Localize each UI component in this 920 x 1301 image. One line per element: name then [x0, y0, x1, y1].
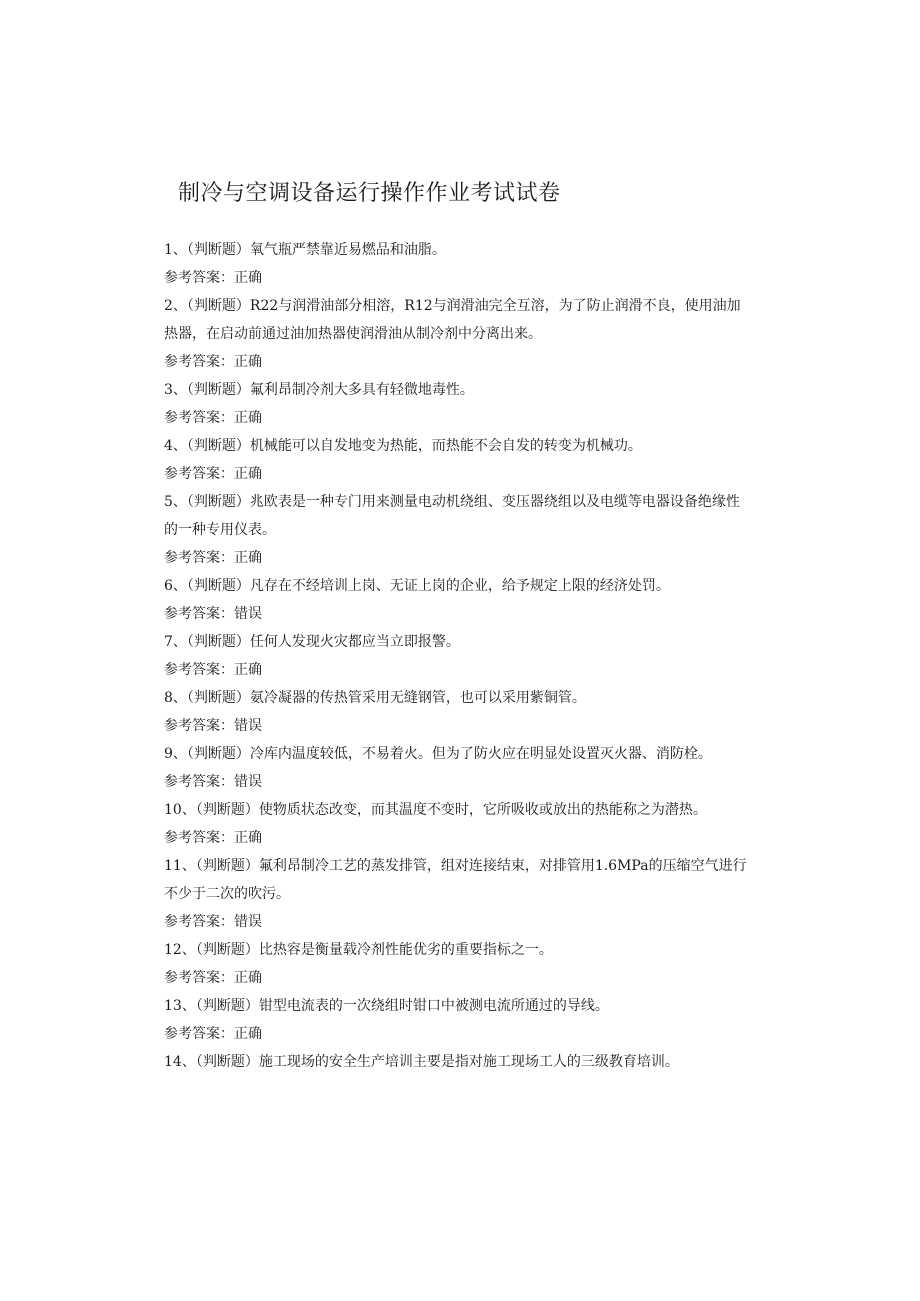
answer-label: 参考答案：	[164, 606, 234, 622]
answer-line	[164, 348, 749, 376]
answer-label: 参考答案：	[164, 1026, 234, 1042]
question-number: 4、	[164, 438, 187, 454]
answer-line	[164, 712, 749, 740]
document-title: 制冷与空调设备运行操作作业考试试卷	[178, 181, 561, 206]
answer-label: 参考答案：	[164, 550, 234, 566]
question-body: 冷库内温度较低，不易着火。但为了防火应在明显处设置灭火器、消防栓。	[249, 746, 712, 762]
question-type: （判断题）	[195, 1054, 259, 1070]
answer-line	[164, 544, 749, 572]
answer-value: 错误	[234, 774, 262, 790]
question-body: 氨冷凝器的传热管采用无缝钢管，也可以采用紫铜管。	[249, 690, 586, 706]
question-text	[164, 572, 749, 600]
answer-line	[164, 1020, 749, 1048]
question-item	[164, 740, 749, 796]
answer-value: 正确	[234, 354, 262, 370]
question-body: 氧气瓶严禁靠近易燃品和油脂。	[249, 242, 446, 258]
question-number: 2、	[164, 298, 187, 314]
question-number: 14、	[164, 1054, 196, 1070]
question-number: 8、	[164, 690, 187, 706]
question-text	[164, 936, 749, 964]
question-number: 9、	[164, 746, 187, 762]
question-type: （判断题）	[195, 858, 259, 874]
answer-label: 参考答案：	[164, 830, 234, 846]
question-number: 1、	[164, 242, 187, 258]
question-type: （判断题）	[186, 438, 250, 454]
question-number: 11、	[164, 858, 196, 874]
question-type: （判断题）	[195, 998, 259, 1014]
question-item	[164, 936, 749, 992]
answer-value: 正确	[234, 466, 262, 482]
question-type: （判断题）	[186, 578, 250, 594]
question-body: 氟利昂制冷剂大多具有轻微地毒性。	[249, 382, 474, 398]
question-number: 5、	[164, 494, 187, 510]
question-text	[164, 292, 749, 348]
question-body: 机械能可以自发地变为热能，而热能不会自发的转变为机械功。	[249, 438, 642, 454]
answer-value: 正确	[234, 410, 262, 426]
answer-label: 参考答案：	[164, 914, 234, 930]
answer-label: 参考答案：	[164, 466, 234, 482]
question-number: 7、	[164, 634, 187, 650]
answer-line	[164, 964, 749, 992]
answer-line	[164, 768, 749, 796]
answer-line	[164, 404, 749, 432]
answer-value: 正确	[234, 550, 262, 566]
answer-value: 正确	[234, 1026, 262, 1042]
question-item	[164, 488, 749, 572]
question-item	[164, 292, 749, 376]
question-text	[164, 628, 749, 656]
question-type: （判断题）	[186, 690, 250, 706]
question-item	[164, 376, 749, 432]
answer-line	[164, 600, 749, 628]
answer-line	[164, 656, 749, 684]
question-item	[164, 684, 749, 740]
question-type: （判断题）	[195, 942, 259, 958]
answer-label: 参考答案：	[164, 774, 234, 790]
question-text	[164, 992, 749, 1020]
answer-line	[164, 460, 749, 488]
question-body: 氟利昂制冷工艺的蒸发排管，组对连接结束，对排管用1.6MPa的压缩空气进行不少于二次的吹污。	[164, 858, 747, 902]
question-number: 6、	[164, 578, 187, 594]
question-number: 10、	[164, 802, 196, 818]
answer-label: 参考答案：	[164, 270, 234, 286]
question-item	[164, 236, 749, 292]
question-number: 12、	[164, 942, 196, 958]
answer-line	[164, 908, 749, 936]
answer-value: 错误	[234, 914, 262, 930]
answer-label: 参考答案：	[164, 354, 234, 370]
question-type: （判断题）	[186, 746, 250, 762]
question-item	[164, 852, 749, 936]
question-item	[164, 572, 749, 628]
answer-line	[164, 824, 749, 852]
question-type: （判断题）	[186, 634, 250, 650]
answer-value: 错误	[234, 606, 262, 622]
question-number: 13、	[164, 998, 196, 1014]
question-body: 钳型电流表的一次绕组时钳口中被测电流所通过的导线。	[258, 998, 609, 1014]
answer-value: 正确	[234, 662, 262, 678]
question-body: 任何人发现火灾都应当立即报警。	[249, 634, 460, 650]
question-text	[164, 236, 749, 264]
question-text	[164, 432, 749, 460]
question-number: 3、	[164, 382, 187, 398]
question-body: 兆欧表是一种专门用来测量电动机绕组、变压器绕组以及电缆等电器设备绝缘性的一种专用仪表。	[164, 494, 740, 538]
question-type: （判断题）	[195, 802, 259, 818]
answer-value: 错误	[234, 718, 262, 734]
question-text	[164, 376, 749, 404]
answer-label: 参考答案：	[164, 970, 234, 986]
question-body: 凡存在不经培训上岗、无证上岗的企业，给予规定上限的经济处罚。	[249, 578, 670, 594]
question-type: （判断题）	[186, 382, 250, 398]
question-item	[164, 992, 749, 1048]
question-item	[164, 796, 749, 852]
question-item	[164, 628, 749, 684]
question-body: 使物质状态改变，而其温度不变时，它所吸收或放出的热能称之为潜热。	[258, 802, 707, 818]
question-type: （判断题）	[186, 298, 250, 314]
question-text	[164, 684, 749, 712]
question-body: 比热容是衡量载冷剂性能优劣的重要指标之一。	[258, 942, 553, 958]
answer-value: 正确	[234, 970, 262, 986]
question-text	[164, 740, 749, 768]
answer-line	[164, 264, 749, 292]
question-body: R22与润滑油部分相溶，R12与润滑油完全互溶，为了防止润滑不良，使用油加热器，在启动前通过油加热器使润滑油从制冷剂中分离出来。	[164, 298, 741, 342]
question-item	[164, 432, 749, 488]
question-text	[164, 852, 749, 908]
question-body: 施工现场的安全生产培训主要是指对施工现场工人的三级教育培训。	[258, 1054, 679, 1070]
question-item	[164, 1048, 749, 1076]
question-text	[164, 1048, 749, 1076]
question-text	[164, 796, 749, 824]
question-text	[164, 488, 749, 544]
answer-label: 参考答案：	[164, 718, 234, 734]
question-type: （判断题）	[186, 242, 250, 258]
answer-value: 正确	[234, 830, 262, 846]
question-type: （判断题）	[186, 494, 250, 510]
question-list	[164, 236, 749, 1076]
answer-label: 参考答案：	[164, 410, 234, 426]
answer-value: 正确	[234, 270, 262, 286]
answer-label: 参考答案：	[164, 662, 234, 678]
